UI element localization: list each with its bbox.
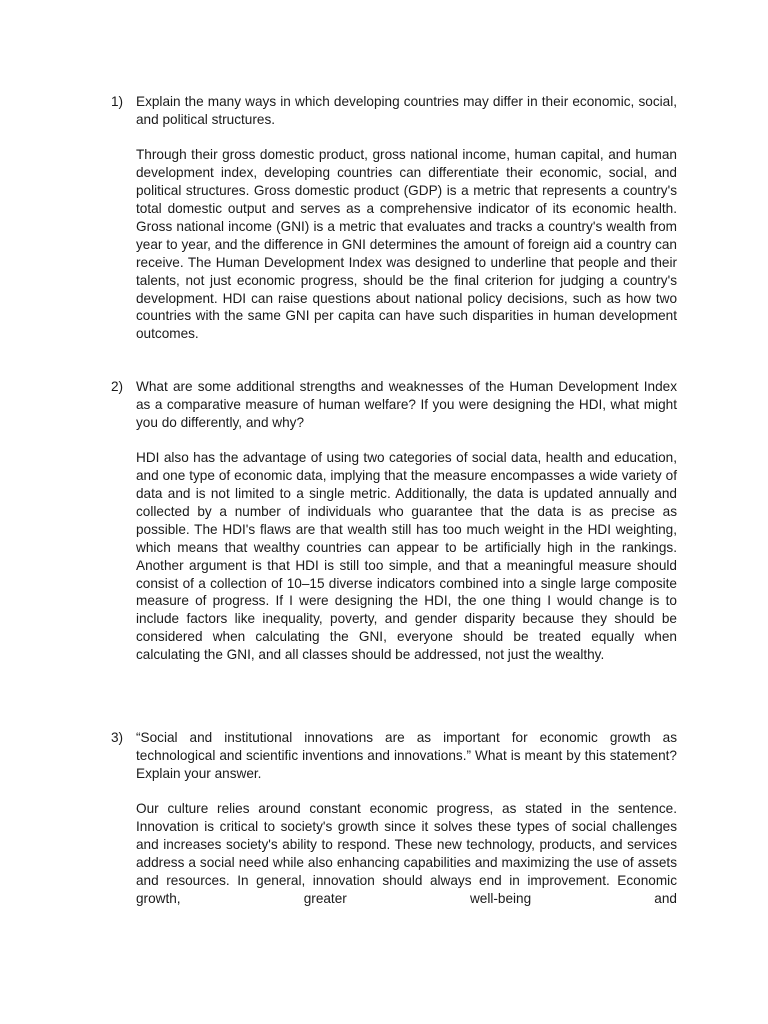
- question-1: [111, 93, 677, 129]
- question-text-3: “Social and institutional innovations are as important for economic growth as technological and scientific inventions and innovations.” What is meant by this statement? Explain your answer.: [136, 730, 677, 781]
- question-block-1: [111, 93, 677, 343]
- question-number-1: 1): [111, 94, 124, 109]
- question-2: [111, 378, 677, 432]
- question-number-3: 3): [111, 730, 124, 745]
- question-block-3: [111, 729, 677, 908]
- question-text-2: What are some additional strengths and weaknesses of the Human Development Index as a comparative measure of human welfare? If you were designing the HDI, what might you do differently, and why?: [136, 379, 677, 430]
- question-text-1: Explain the many ways in which developing countries may differ in their economic, social, and political structures.: [136, 94, 677, 127]
- question-3: [111, 729, 677, 783]
- answer-2: HDI also has the advantage of using two categories of social data, health and education, and one type of economic data, implying that the measure encompasses a wide variety of data and is not limited to a single metric. Additionally, the data is updated annually and collected by a number of individuals who guarantee that the data is as precise as possible. The HDI's flaws are that wealth still has too much weight in the HDI weighting, which means that wealthy countries can appear to be artificially high in the rankings. Another argument is that HDI is still too simple, and that a meaningful measure should consist of a collection of 10–15 diverse indicators combined into a single large composite measure of progress. If I were designing the HDI, the one thing I would change is to include factors like inequality, poverty, and gender disparity because they should be considered when calculating the GNI, everyone should be treated equally when calculating the GNI, and all classes should be addressed, not just the wealthy.: [136, 450, 677, 663]
- question-number-2: 2): [111, 379, 124, 394]
- question-block-2: [111, 378, 677, 664]
- answer-3: Our culture relies around constant economic progress, as stated in the sentence. Innovation is critical to society's growth since it solves these types of social challenges and increases society's ability to respond. These new technology, products, and services address a social need while also enhancing capabilities and maximizing the use of assets and resources. In general, innovation should always end in improvement. Economic growth, greater well-being and: [136, 801, 677, 906]
- answer-1: Through their gross domestic product, gross national income, human capital, and human development index, developing countries can differentiate their economic, social, and political structures. Gross domestic product (GDP) is a metric that represents a country's total domestic output and serves as a comprehensive indicator of its economic health. Gross national income (GNI) is a metric that evaluates and tracks a country's wealth from year to year, and the difference in GNI determines the amount of foreign aid a country can receive. The Human Development Index was designed to underline that people and their talents, not just economic progress, should be the final criterion for judging a country's development. HDI can raise questions about national policy decisions, such as how two countries with the same GNI per capita can have such disparities in human development outcomes.: [136, 147, 677, 342]
